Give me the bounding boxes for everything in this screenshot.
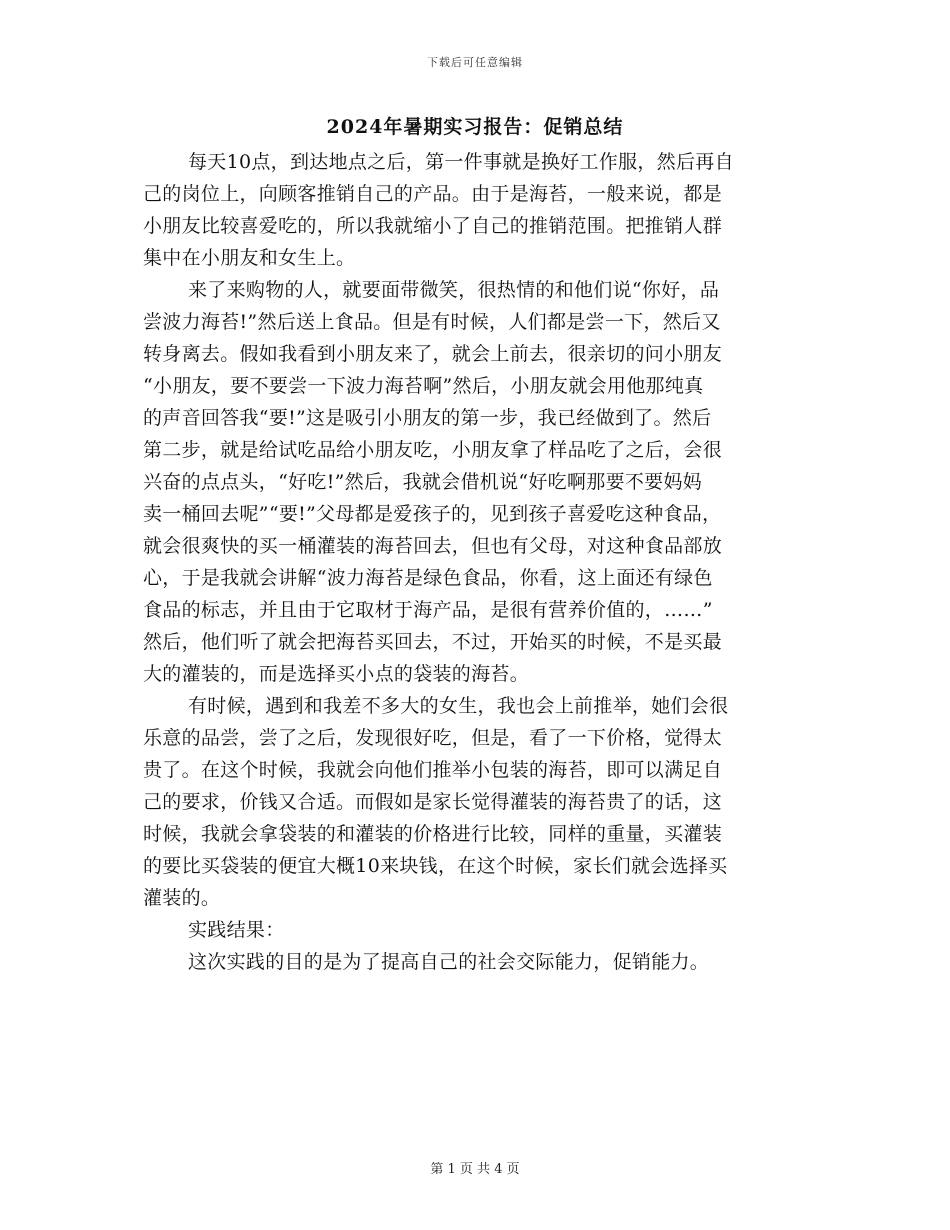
document-body	[143, 146, 803, 978]
text-line: 贵了。在这个时候，我就会向他们推举小包装的海苔，即可以满足自	[143, 759, 723, 781]
text-line: 大的灌装的，而是选择买小点的袋装的海苔。	[143, 663, 530, 685]
text-line: 的要比买袋装的便宜大概10来块钱，在这个时候，家长们就会选择买	[143, 855, 728, 877]
text-line: 第二步，就是给试吃品给小朋友吃，小朋友拿了样品吃了之后，会很	[143, 439, 723, 461]
text-line: 尝波力海苔!”然后送上食品。但是有时候，人们都是尝一下，然后又	[143, 311, 721, 333]
text-line: 集中在小朋友和女生上。	[143, 247, 356, 269]
text-line: 兴奋的点点头，“好吃!”然后，我就会借机说“好吃啊那要不要妈妈	[143, 471, 703, 493]
page-number: 第 1 页 共 4 页	[430, 1162, 520, 1177]
document-title: 2024年暑期实习报告：促销总结	[326, 116, 624, 138]
text-line: 就会很爽快的买一桶灌装的海苔回去，但也有父母，对这种食品部放	[143, 535, 723, 557]
section-heading: 实践结果：	[188, 919, 285, 941]
text-line: 这次实践的目的是为了提高自己的社会交际能力，促销能力。	[188, 951, 710, 973]
page-header-note: 下载后可任意编辑	[427, 56, 523, 69]
text-line: 有时候，遇到和我差不多大的女生，我也会上前推举，她们会很	[188, 695, 729, 717]
text-line: 卖一桶回去呢”“要!”父母都是爱孩子的，见到孩子喜爱吃这种食品，	[143, 503, 722, 525]
text-line: 来了来购物的人，就要面带微笑，很热情的和他们说“你好，品	[188, 279, 720, 301]
text-line: 食品的标志，并且由于它取材于海产品，是很有营养价值的，……”	[143, 599, 713, 621]
text-line: “小朋友，要不要尝一下波力海苔啊”然后，小朋友就会用他那纯真	[143, 375, 704, 397]
text-line: 己的要求，价钱又合适。而假如是家长觉得灌装的海苔贵了的话，这	[143, 791, 723, 813]
text-line: 乐意的品尝，尝了之后，发现很好吃，但是，看了一下价格，觉得太	[143, 727, 723, 749]
text-line: 每天10点，到达地点之后，第一件事就是换好工作服，然后再自	[188, 151, 734, 173]
text-line: 的声音回答我“要!”这是吸引小朋友的第一步，我已经做到了。然后	[143, 407, 712, 429]
text-line: 小朋友比较喜爱吃的，所以我就缩小了自己的推销范围。把推销人群	[143, 215, 723, 237]
text-line: 己的岗位上，向顾客推销自己的产品。由于是海苔，一般来说，都是	[143, 183, 723, 205]
text-line: 然后，他们听了就会把海苔买回去，不过，开始买的时候，不是买最	[143, 631, 723, 653]
text-line: 时候，我就会拿袋装的和灌装的价格进行比较，同样的重量，买灌装	[143, 823, 723, 845]
text-line: 转身离去。假如我看到小朋友来了，就会上前去，很亲切的问小朋友	[143, 343, 723, 365]
text-line: 心，于是我就会讲解“波力海苔是绿色食品，你看，这上面还有绿色	[143, 567, 713, 589]
text-line: 灌装的。	[143, 887, 221, 909]
